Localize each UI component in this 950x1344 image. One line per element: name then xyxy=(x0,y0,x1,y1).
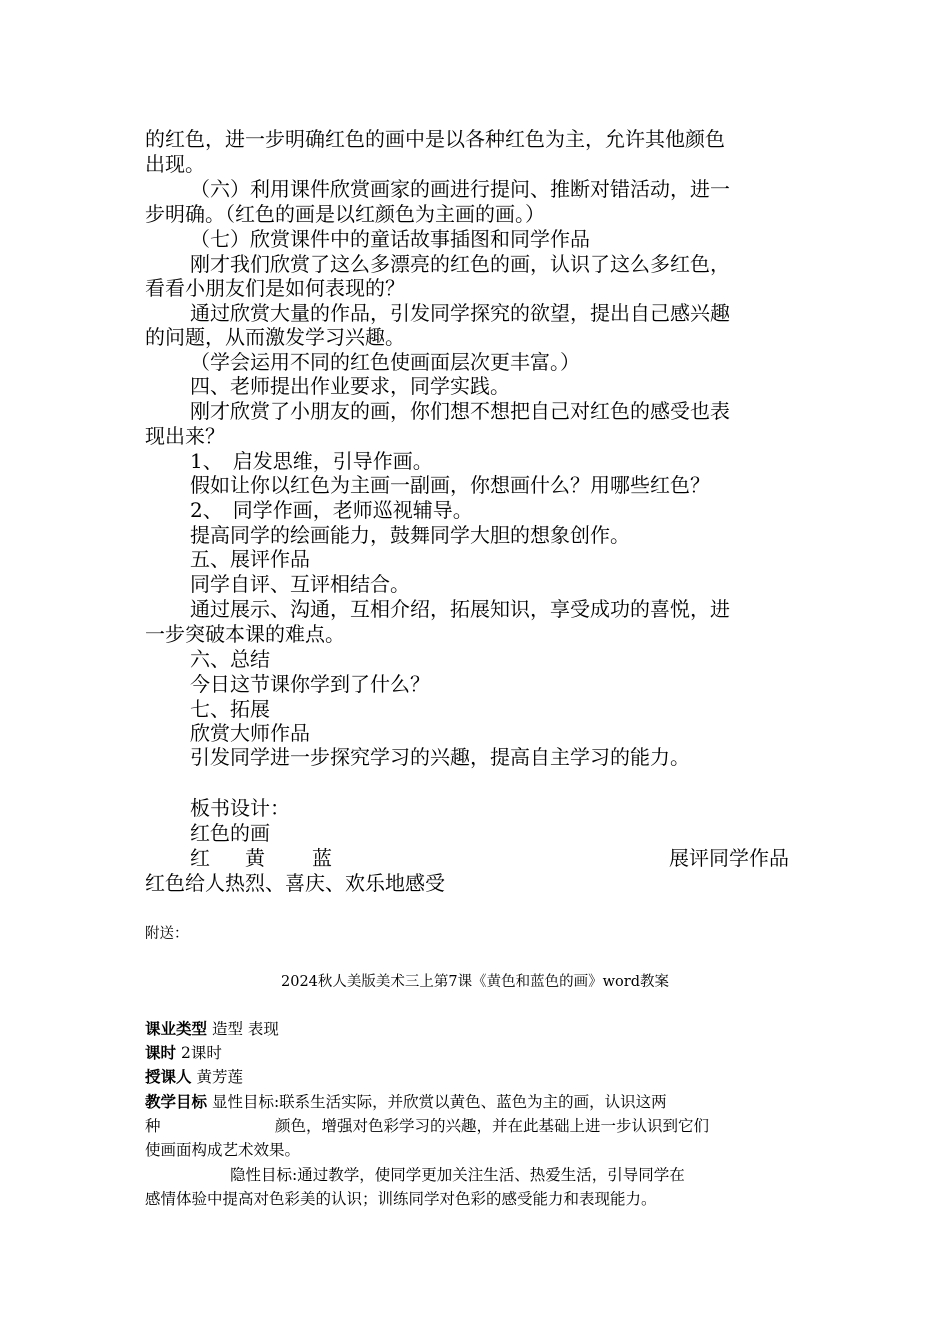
lesson-goal-line5: 感情体验中提高对色彩美的认识；训练同学对色彩的感受能力和表现能力。 xyxy=(145,1190,657,1208)
body-line: 同学自评、互评相结合。 xyxy=(190,572,410,596)
body-line: 六、总结 xyxy=(190,647,270,671)
lesson-goal-line2a: 种 xyxy=(145,1117,161,1135)
body-line: 四、老师提出作业要求，同学实践。 xyxy=(190,374,510,398)
body-line: 刚才我们欣赏了这么多漂亮的红色的画，认识了这么多红色， xyxy=(190,252,730,276)
body-line: 出现。 xyxy=(145,152,205,176)
board-color-yellow: 黄 xyxy=(245,846,265,870)
lesson-goal-label: 教学目标 xyxy=(145,1092,208,1111)
body-line: 今日这节课你学到了什么？ xyxy=(190,672,430,696)
lesson-type-label: 课业类型 xyxy=(145,1019,208,1038)
body-line: 通过展示、沟通，互相介绍，拓展知识，享受成功的喜悦，进 xyxy=(190,597,730,621)
lesson-teacher-value: 黄芳莲 xyxy=(196,1068,243,1086)
body-line: 的红色，进一步明确红色的画中是以各种红色为主，允许其他颜色 xyxy=(145,127,725,151)
lesson-type xyxy=(145,1018,279,1040)
body-line: 现出来？ xyxy=(145,424,225,448)
body-line: 通过欣赏大量的作品，引发同学探究的欲望，提出自己感兴趣 xyxy=(190,301,730,325)
body-line: 1、 启发思维，引导作画。 xyxy=(190,449,433,473)
appendix-label: 附送： xyxy=(145,926,189,942)
body-line: 2、 同学作画，老师巡视辅导。 xyxy=(190,498,473,522)
body-line: （学会运用不同的红色使画面层次更丰富。） xyxy=(190,350,580,374)
lesson-goal-line3: 使画面构成艺术效果。 xyxy=(145,1141,301,1159)
board-color-red: 红 xyxy=(190,846,210,870)
body-line: 步明确。（红色的画是以红颜色为主画的画。） xyxy=(145,202,545,226)
lesson-teacher xyxy=(145,1066,243,1088)
body-line: 的问题，从而激发学习兴趣。 xyxy=(145,325,405,349)
body-line: （六）利用课件欣赏画家的画进行提问、推断对错活动，进一 xyxy=(190,177,730,201)
body-line: 一步突破本课的难点。 xyxy=(145,622,345,646)
body-line: 七、拓展 xyxy=(190,697,270,721)
lesson-type-value: 造型 表现 xyxy=(211,1020,279,1038)
board-heading: 板书设计： xyxy=(190,796,290,820)
body-line: 看看小朋友们是如何表现的？ xyxy=(145,276,405,300)
body-line: （七）欣赏课件中的童话故事插图和同学作品 xyxy=(190,227,590,251)
body-line: 刚才欣赏了小朋友的画，你们想不想把自己对红色的感受也表 xyxy=(190,399,730,423)
board-right-note: 展评同学作品 xyxy=(669,846,789,870)
lesson-teacher-label: 授课人 xyxy=(145,1067,192,1086)
lesson-hours xyxy=(145,1042,222,1064)
lesson-goal-line2b: 颜色，增强对色彩学习的兴趣，并在此基础上进一步认识到它们 xyxy=(275,1117,710,1135)
lesson-hours-label: 课时 xyxy=(145,1043,177,1062)
lesson-goal xyxy=(145,1091,667,1113)
lesson-hours-value: 2课时 xyxy=(180,1044,222,1062)
lesson-goal-line1: 显性目标:联系生活实际，并欣赏以黄色、蓝色为主的画，认识这两 xyxy=(211,1093,667,1111)
board-title: 红色的画 xyxy=(190,821,270,845)
board-feeling: 红色给人热烈、喜庆、欢乐地感受 xyxy=(145,871,445,895)
lesson-goal-line4: 隐性目标:通过教学，使同学更加关注生活、热爱生活，引导同学在 xyxy=(230,1166,685,1184)
body-line: 引发同学进一步探究学习的兴趣，提高自主学习的能力。 xyxy=(190,745,690,769)
body-line: 欣赏大师作品 xyxy=(190,721,310,745)
body-line: 提高同学的绘画能力，鼓舞同学大胆的想象创作。 xyxy=(190,523,630,547)
body-line: 假如让你以红色为主画一副画，你想画什么？用哪些红色？ xyxy=(190,473,710,497)
body-line: 五、展评作品 xyxy=(190,547,310,571)
appendix-doc-title: 2024秋人美版美术三上第7课《黄色和蓝色的画》word教案 xyxy=(281,974,669,990)
board-color-blue: 蓝 xyxy=(312,846,332,870)
